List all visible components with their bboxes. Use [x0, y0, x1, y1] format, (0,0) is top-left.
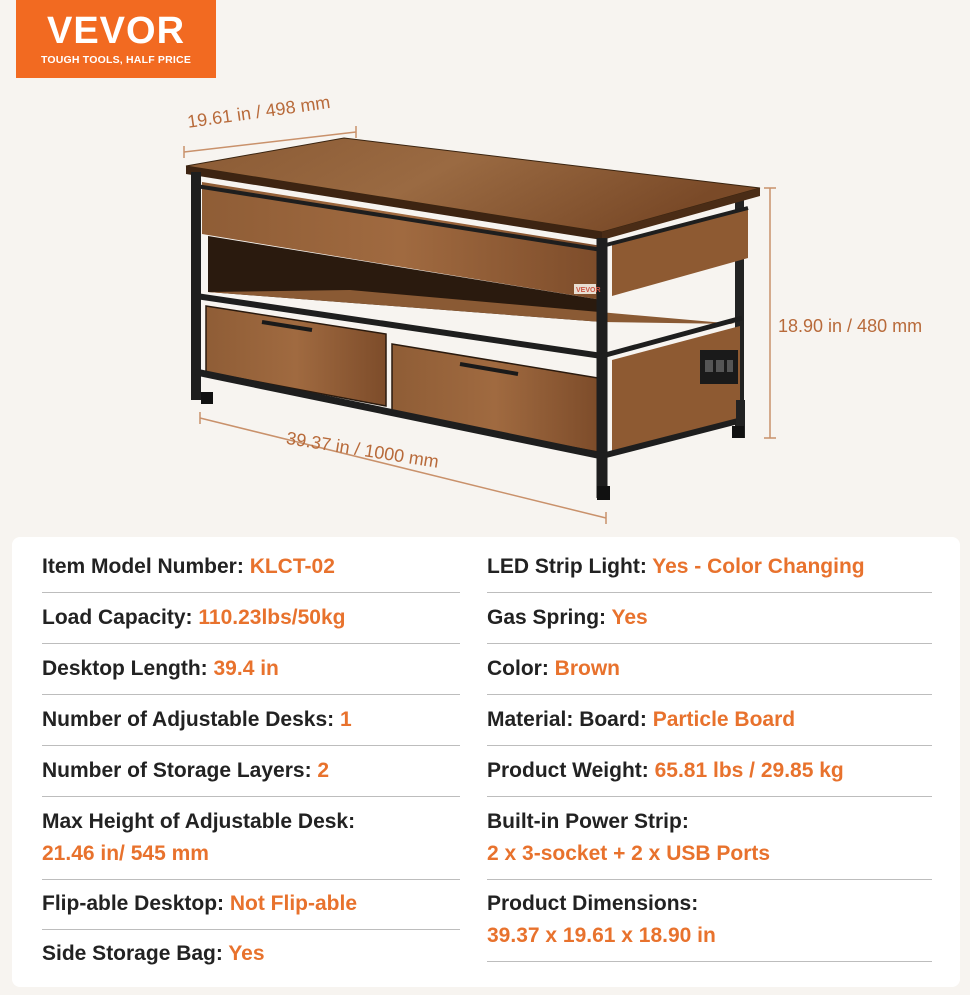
spec-value: KLCT-02 — [249, 555, 335, 578]
spec-row — [487, 704, 932, 746]
spec-label: Product Weight: — [487, 759, 655, 782]
depth-dimension: 19.61 in / 498 mm — [186, 91, 332, 132]
spec-row — [42, 653, 460, 695]
spec-label: Side Storage Bag: — [42, 942, 229, 965]
brand-name: VEVOR — [46, 10, 186, 52]
spec-label: Desktop Length: — [42, 657, 214, 680]
spec-value: Yes — [611, 606, 648, 629]
width-dimension: 39.37 in / 1000 mm — [284, 428, 441, 472]
spec-value: Brown — [554, 657, 620, 680]
spec-row — [42, 888, 460, 930]
spec-value: Yes - Color Changing — [652, 555, 865, 578]
product-label: VEVOR — [576, 287, 601, 294]
spec-row — [42, 602, 460, 644]
spec-label: Product Dimensions: — [487, 892, 699, 915]
brand-tagline: TOUGH TOOLS, HALF PRICE — [40, 54, 192, 66]
spec-value: Yes — [228, 942, 265, 965]
spec-value: Particle Board — [652, 708, 796, 731]
spec-row — [487, 755, 932, 797]
spec-value: 2 x 3-socket + 2 x USB Ports — [487, 842, 771, 865]
spec-label: LED Strip Light: — [487, 555, 653, 578]
spec-label: Number of Storage Layers: — [42, 759, 318, 782]
spec-value: 39.37 x 19.61 x 18.90 in — [487, 924, 716, 947]
spec-row — [42, 551, 460, 593]
spec-row — [487, 653, 932, 695]
spec-value: 110.23lbs/50kg — [198, 606, 346, 629]
spec-value: Not Flip-able — [229, 892, 358, 915]
spec-row — [487, 806, 932, 880]
spec-value: 1 — [339, 708, 352, 731]
spec-label: Material: Board: — [487, 708, 653, 731]
spec-value: 21.46 in/ 545 mm — [42, 842, 209, 865]
spec-row — [487, 602, 932, 644]
spec-row — [42, 806, 460, 880]
spec-value: 65.81 lbs / 29.85 kg — [654, 759, 844, 782]
spec-row — [42, 755, 460, 797]
height-dimension: 18.90 in / 480 mm — [778, 316, 923, 336]
spec-label: Number of Adjustable Desks: — [42, 708, 340, 731]
spec-value: 39.4 in — [213, 657, 279, 680]
spec-label: Color: — [487, 657, 555, 680]
spec-row — [487, 888, 932, 962]
spec-label: Item Model Number: — [42, 555, 250, 578]
spec-row — [487, 551, 932, 593]
spec-row — [42, 938, 460, 980]
spec-label: Load Capacity: — [42, 606, 199, 629]
spec-value: 2 — [317, 759, 330, 782]
spec-label: Flip-able Desktop: — [42, 892, 230, 915]
spec-row — [42, 704, 460, 746]
spec-label: Gas Spring: — [487, 606, 612, 629]
spec-label: Built-in Power Strip: — [487, 810, 689, 833]
spec-label: Max Height of Adjustable Desk: — [42, 810, 356, 833]
spec-table — [12, 537, 960, 987]
